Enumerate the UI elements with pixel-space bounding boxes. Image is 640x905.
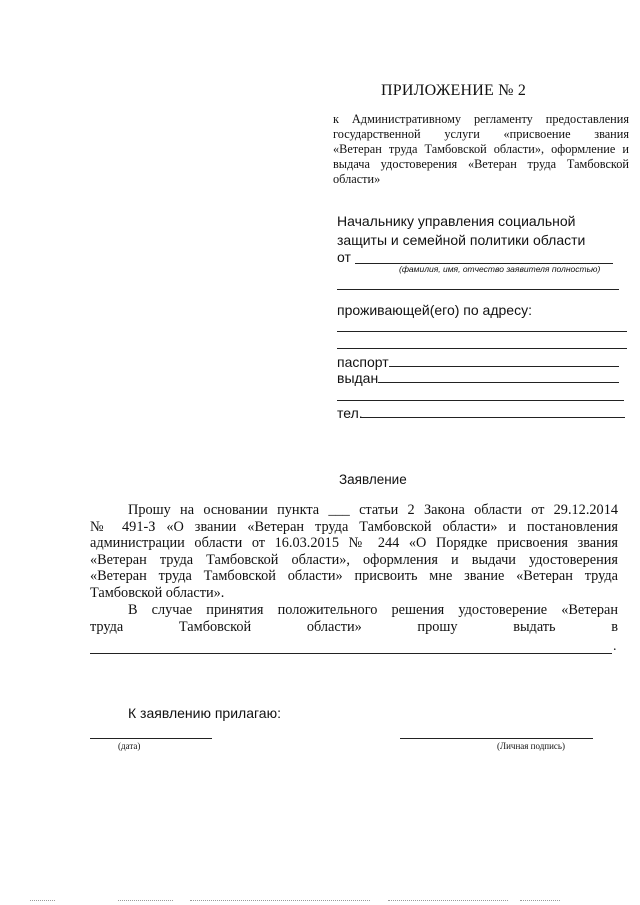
signature-field[interactable]	[400, 738, 593, 739]
paragraph-line: В случае принятия положительного решения удостоверение «Ветеран	[128, 602, 618, 618]
passport-field[interactable]	[389, 366, 619, 367]
from-label: от	[337, 249, 351, 265]
signature-caption: (Личная подпись)	[497, 741, 566, 751]
address-field[interactable]	[337, 331, 627, 332]
date-caption: (дата)	[118, 741, 141, 751]
applicant-name-hint: (фамилия, имя, отчество заявителя полностью)	[399, 264, 601, 274]
attachments-label: К заявлению прилагаю:	[128, 705, 281, 721]
paragraph-line: труда Тамбовской области» прошу выдать в	[90, 618, 618, 635]
reference-line: государственной услуги «присвоение звания	[333, 127, 629, 141]
addressee-line: Начальнику управления социальной	[337, 213, 576, 229]
appendix-title: ПРИЛОЖЕНИЕ № 2	[381, 82, 527, 99]
regulation-reference	[333, 112, 629, 187]
paragraph-line: № 491-З «О звании «Ветеран труда Тамбовской области» и постановления	[90, 518, 618, 535]
issued-label: выдан	[337, 370, 379, 386]
paragraph-line: «Ветеран труда Тамбовской области», оформления и выдачи удостоверения	[90, 551, 618, 568]
residence-label: проживающей(его) по адресу:	[337, 302, 532, 318]
sentence-period: .	[613, 639, 617, 654]
paragraph-line: администрации области от 16.03.2015 № 244 «О Порядке присвоения звания	[90, 535, 618, 552]
phone-field[interactable]	[361, 417, 625, 418]
address-field-continued[interactable]	[337, 348, 627, 349]
scan-artifact	[388, 900, 508, 901]
phone-label: тел.	[337, 405, 363, 421]
application-title: Заявление	[339, 472, 407, 487]
paragraph-line: Тамбовской области».	[90, 584, 225, 601]
issue-place-field[interactable]	[90, 653, 612, 654]
reference-line: области»	[333, 172, 381, 186]
scan-artifact	[520, 900, 560, 901]
date-field[interactable]	[90, 738, 212, 739]
application-paragraph-1	[90, 502, 618, 602]
paragraph-line: Прошу на основании пункта ___ статьи 2 Закона области от 29.12.2014	[128, 502, 618, 518]
reference-line: выдача удостоверения «Ветеран труда Тамбовской	[333, 157, 629, 171]
passport-label: паспорт	[337, 354, 389, 370]
issued-field-continued[interactable]	[337, 400, 624, 401]
paragraph-line: «Ветеран труда Тамбовской области» присвоить мне звание «Ветеран труда	[90, 568, 618, 585]
issued-field[interactable]	[378, 382, 619, 383]
scan-artifact	[118, 900, 173, 901]
reference-line: к Административному регламенту предоставления	[333, 112, 629, 126]
reference-line: «Ветеран труда Тамбовской области», оформление и	[333, 142, 629, 156]
application-paragraph-2	[90, 602, 618, 635]
applicant-name-field-continued[interactable]	[337, 289, 619, 290]
addressee-line: защиты и семейной политики области	[337, 232, 586, 248]
scan-artifact	[30, 900, 55, 901]
scan-artifact	[190, 900, 370, 901]
